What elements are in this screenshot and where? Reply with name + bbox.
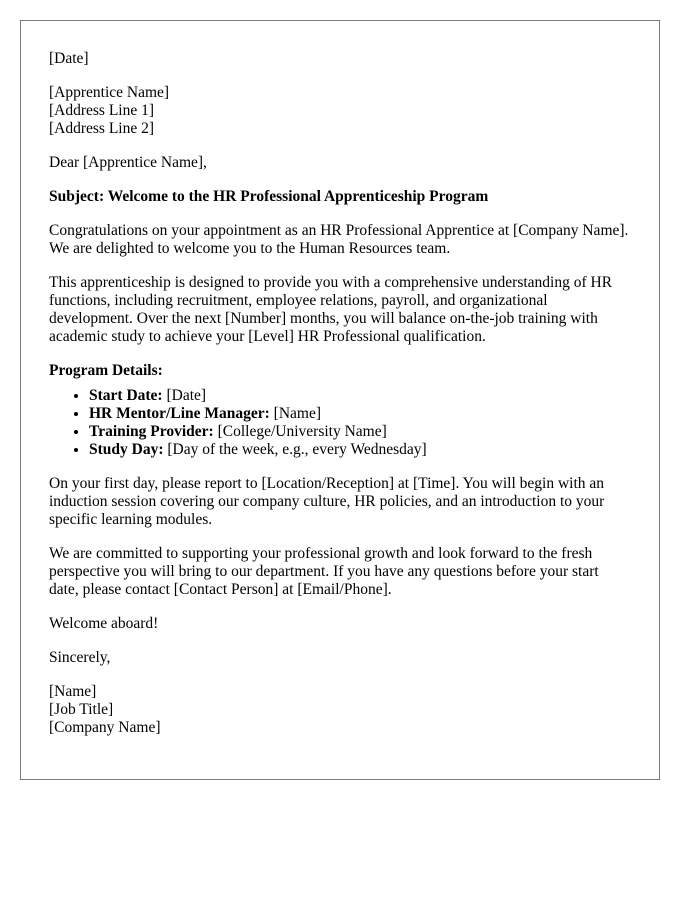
recipient-name: [Apprentice Name] xyxy=(49,84,170,101)
program-detail-label: HR Mentor/Line Manager: xyxy=(89,405,270,422)
program-detail-value: [Name] xyxy=(269,405,322,422)
program-details-list xyxy=(49,387,631,459)
letter-frame xyxy=(20,20,660,780)
letter-date xyxy=(49,50,631,68)
program-detail-label: Training Provider: xyxy=(89,423,214,440)
body-paragraph-program-overview: This apprenticeship is designed to provide you with a comprehensive understanding of HR functions, including recruitment, employee relations, payroll, and organizational development. Over the next [Number] months, you will balance on-the-job training with academic study to achieve your [Level] HR Professional qualification. xyxy=(49,274,613,345)
closing-line: Sincerely, xyxy=(49,649,111,666)
signature-job-title: [Job Title] xyxy=(49,701,114,718)
program-detail-study-day xyxy=(89,441,631,459)
program-detail-mentor xyxy=(89,405,631,423)
body-paragraph-congratulations: Congratulations on your appointment as an HR Professional Apprentice at [Company Name]. We are delighted to welcome you to the Human Resources team. xyxy=(49,222,629,257)
program-detail-value: [Date] xyxy=(162,387,207,404)
salutation: Dear [Apprentice Name], xyxy=(49,154,207,171)
program-detail-training-provider xyxy=(89,423,631,441)
date-text: [Date] xyxy=(49,50,89,67)
program-detail-value: [College/University Name] xyxy=(213,423,387,440)
body-paragraph-first-day: On your first day, please report to [Location/Reception] at [Time]. You will begin with an induction session covering our company culture, HR policies, and an introduction to your specific learning modules. xyxy=(49,475,605,528)
recipient-address-line-1: [Address Line 1] xyxy=(49,102,155,119)
body-paragraph-support: We are committed to supporting your professional growth and look forward to the fresh perspective you will bring to our department. If you have any questions before your start date, please contact [Contact Person] at [Email/Phone]. xyxy=(49,545,599,598)
signature-name: [Name] xyxy=(49,683,97,700)
program-detail-start-date xyxy=(89,387,631,405)
program-details-heading: Program Details: xyxy=(49,362,163,379)
recipient-address-block xyxy=(49,84,631,138)
program-detail-label: Study Day: xyxy=(89,441,164,458)
program-detail-value: [Day of the week, e.g., every Wednesday] xyxy=(163,441,427,458)
signature-company: [Company Name] xyxy=(49,719,161,736)
welcome-line: Welcome aboard! xyxy=(49,615,159,632)
subject-line: Subject: Welcome to the HR Professional Apprenticeship Program xyxy=(49,188,489,205)
program-detail-label: Start Date: xyxy=(89,387,163,404)
signature-block xyxy=(49,683,631,737)
recipient-address-line-2: [Address Line 2] xyxy=(49,120,155,137)
